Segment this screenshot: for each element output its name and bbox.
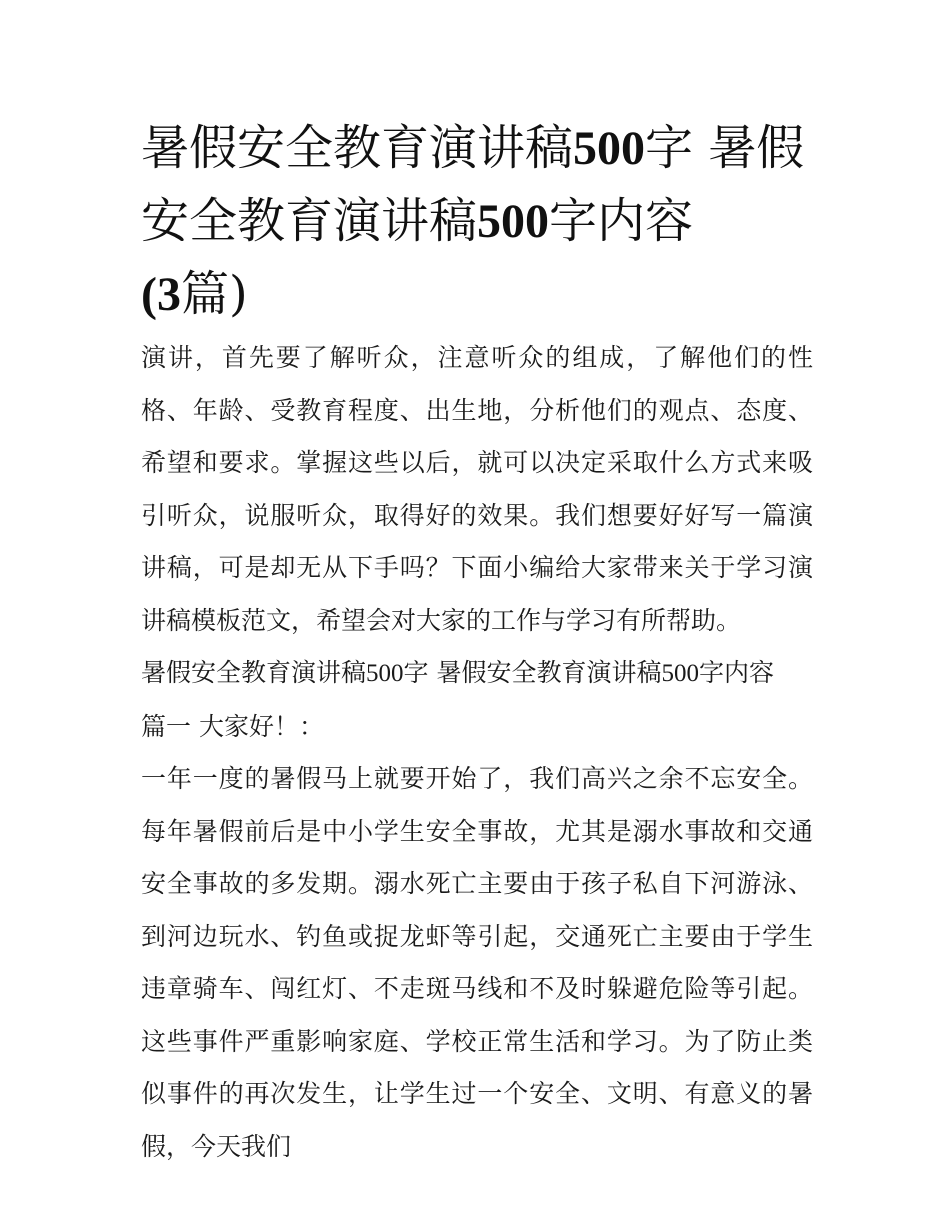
document-content — [141, 112, 813, 1173]
intro-paragraph: 演讲，首先要了解听众，注意听众的组成，了解他们的性格、年龄、受教育程度、出生地，分析他们的观点、态度、希望和要求。掌握这些以后，就可以决定采取什么方式来吸引听众，说服听众，取得好的效果。我们想要好好写一篇演讲稿，可是却无从下手吗？下面小编给大家带来关于学习演讲稿模板范文，希望会对大家的工作与学习有所帮助。 — [141, 343, 813, 635]
body-paragraph: 一年一度的暑假马上就要开始了，我们高兴之余不忘安全。每年暑假前后是中小学生安全事故，尤其是溺水事故和交通安全事故的多发期。溺水死亡主要由于孩子私自下河游泳、到河边玩水、钓鱼或捉龙虾等引起，交通死亡主要由于学生违章骑车、闯红灯、不走斑马线和不及时躲避危险等引起。这些事件严重影响家庭、学校正常生活和学习。为了防止类似事件的再次发生，让学生过一个安全、文明、有意义的暑假，今天我们 — [141, 764, 813, 1161]
subheading-number-2: 500 — [661, 660, 699, 687]
subheading-text-1: 暑假安全教育演讲稿 — [141, 658, 367, 687]
document-title — [141, 112, 813, 331]
title-number-2: 500 — [477, 195, 550, 248]
title-number-1: 500 — [573, 122, 646, 175]
title-number-3: 3 — [156, 268, 181, 321]
title-paren-open: ( — [141, 268, 157, 321]
section-label: 篇一 大家好！： — [141, 711, 324, 741]
title-text-3: 字内容 — [549, 193, 694, 249]
subheading-text-2: 字 暑假安全教育演讲稿 — [403, 658, 662, 687]
section-subheading — [141, 647, 813, 701]
title-text-1: 暑假安全教育演讲稿 — [141, 120, 574, 176]
subheading-number-1: 500 — [366, 660, 404, 687]
subheading-text-3: 字内容 — [698, 658, 774, 687]
title-text-2: 字 暑假安全教育演讲稿 — [141, 120, 805, 249]
title-text-4: 篇) — [180, 266, 248, 322]
